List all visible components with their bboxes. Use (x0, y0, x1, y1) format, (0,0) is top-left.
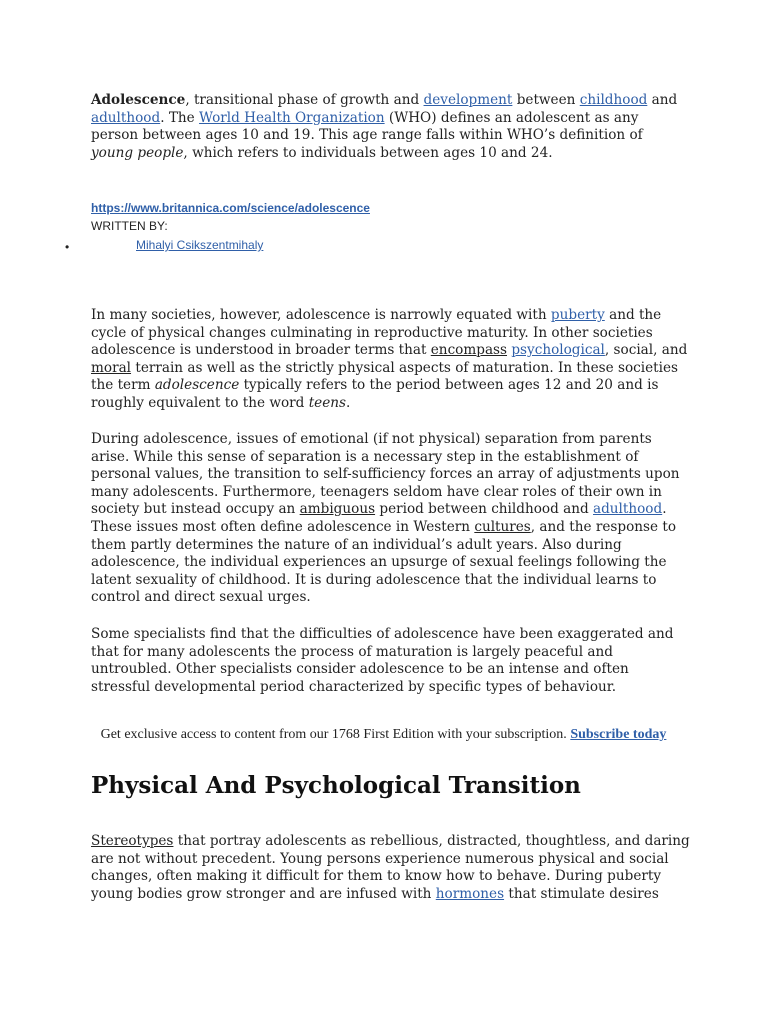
p1-text-f: typically refers to the period between ages 12 and 20 and is roughly equivalent to the word (91, 377, 659, 411)
written-by-label: WRITTEN BY: (91, 219, 168, 233)
author-link[interactable]: Mihalyi Csikszentmihaly (136, 238, 264, 252)
p2-text-c: . These issues most often define adolescence in Western (91, 501, 667, 535)
p2-text-a: During adolescence, issues of emotional (if not physical) separation from parents arise. While this sense of separation is a necessary step in the establishment of personal values, the transition to self-sufficiency forces an array of adjustments upon many adolescents. Furthermore, teenagers seldom have clear roles of their own in society but instead occupy an (91, 431, 680, 518)
paragraph-4 (91, 833, 691, 903)
p1-text-d: , social, and (604, 342, 688, 359)
moral-term[interactable]: moral (91, 359, 132, 376)
section-heading: Physical And Psychological Transition (91, 772, 581, 799)
intro-text-4: . The (160, 109, 200, 126)
link-adulthood[interactable]: adulthood (91, 109, 161, 126)
p2-text-d: , and the response to them partly determines the nature of an individual’s adult years. Also during adolescence, the individual experiences an upsurge of sexual feelings following the latent sexuality of childhood. It is during adolescence that the individual learns to control and direct sexual urges. (91, 518, 677, 606)
encompass-term[interactable]: encompass (430, 342, 508, 359)
p4-text-a: that portray adolescents as rebellious, distracted, thoughtless, and daring are not without precedent. Young persons experience numerous physical and social changes, often making it difficult for them to know how to behave. During puberty young bodies grow stronger and are infused with (91, 833, 690, 902)
link-childhood[interactable]: childhood (579, 92, 648, 108)
author-bullet: • (65, 240, 70, 254)
paragraph-2 (91, 431, 691, 607)
intro-text-2: between (512, 92, 580, 108)
source-url-link[interactable]: https://www.britannica.com/science/adolescence (91, 201, 370, 215)
paragraph-3: Some specialists find that the difficulties of adolescence have been exaggerated and that for many adolescents the process of maturation is largely peaceful and untroubled. Other specialists consider adolescence to be an intense and often stressful developmental period characterized by specific types of behaviour. (91, 626, 674, 695)
intro-text-5: (WHO) defines an adolescent as any person between ages 10 and 19. This age range falls within WHO’s definition of (91, 109, 643, 144)
intro-paragraph (91, 92, 681, 162)
stereotypes-term[interactable]: Stereotypes (91, 833, 174, 849)
teens-term: teens (308, 394, 346, 411)
p1-text-b: and the cycle of physical changes culminating in reproductive maturity. In other societies adolescence is understood in broader terms that (91, 307, 662, 359)
intro-text-1: , transitional phase of growth and (185, 92, 424, 108)
cultures-term[interactable]: cultures (474, 518, 531, 535)
paragraph-1 (91, 307, 691, 413)
p1-text-a: In many societies, however, adolescence is narrowly equated with (91, 307, 551, 323)
p4-text-b: that stimulate desires (504, 885, 659, 902)
ambiguous-term[interactable]: ambiguous (299, 501, 376, 518)
subscribe-today-link[interactable]: Subscribe today (570, 727, 667, 742)
link-hormones[interactable]: hormones (435, 885, 505, 902)
adolescence-term: adolescence (154, 377, 240, 394)
promo-text: Get exclusive access to content from our 1768 First Edition with your subscription. (100, 727, 571, 742)
link-adulthood-2[interactable]: adulthood (593, 501, 663, 518)
p2-text-b: period between childhood and (375, 501, 593, 518)
link-world-health-organization[interactable]: World Health Organization (199, 109, 385, 126)
intro-text-3: and (647, 92, 678, 108)
link-puberty[interactable]: puberty (550, 307, 605, 323)
p1-text-e: terrain as well as the strictly physical aspects of maturation. In these societies the term (91, 359, 679, 394)
subscription-promo (91, 726, 676, 744)
young-people-term: young people (91, 144, 184, 161)
link-development[interactable]: development (423, 92, 513, 108)
link-psychological[interactable]: psychological (511, 342, 605, 359)
intro-text-6: , which refers to individuals between ages 10 and 24. (183, 144, 553, 161)
intro-term: Adolescence (91, 92, 186, 108)
p1-text-g: . (346, 394, 351, 411)
